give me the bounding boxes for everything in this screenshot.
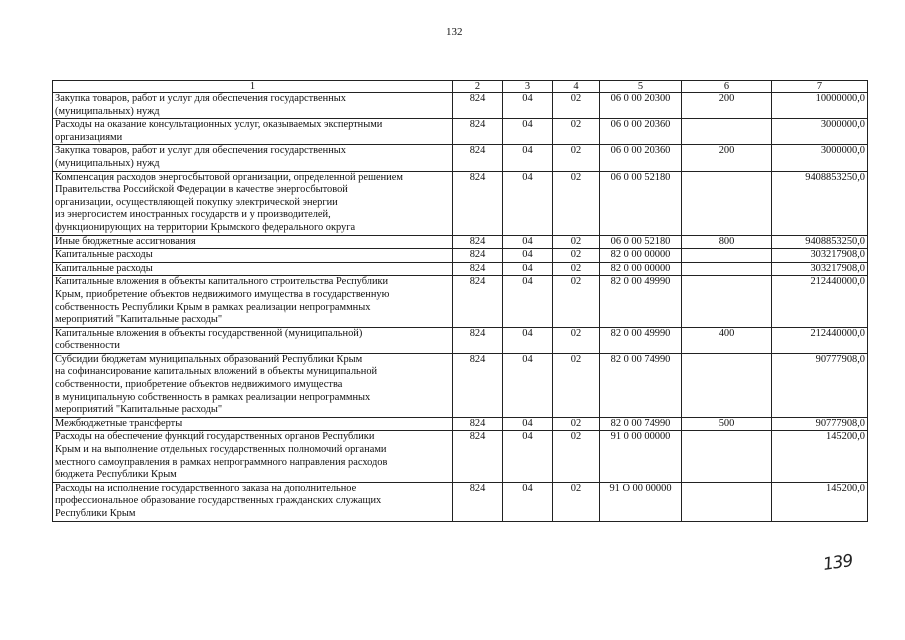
amount-cell: 145200,0 <box>772 482 868 521</box>
ministry-code-cell: 824 <box>453 249 503 263</box>
amount-cell: 212440000,0 <box>772 327 868 353</box>
ministry-code-cell: 824 <box>453 353 503 417</box>
expense-name-cell: Капитальные расходы <box>53 249 453 263</box>
column-header: 4 <box>553 81 600 93</box>
amount-cell: 303217908,0 <box>772 249 868 263</box>
subsection-code-cell: 02 <box>553 249 600 263</box>
section-code-cell: 04 <box>503 482 553 521</box>
amount-cell: 90777908,0 <box>772 417 868 431</box>
table-row <box>53 431 868 482</box>
table-row <box>53 276 868 327</box>
table-row <box>53 353 868 417</box>
target-article-cell: 06 0 00 52180 <box>600 171 682 235</box>
expense-type-cell: 200 <box>682 145 772 171</box>
expense-name-cell: Закупка товаров, работ и услуг для обеспечения государственных (муниципальных) нужд <box>53 93 453 119</box>
subsection-code-cell: 02 <box>553 262 600 276</box>
page-number: 132 <box>446 26 463 38</box>
section-code-cell: 04 <box>503 431 553 482</box>
section-code-cell: 04 <box>503 353 553 417</box>
subsection-code-cell: 02 <box>553 145 600 171</box>
amount-cell: 3000000,0 <box>772 145 868 171</box>
column-header: 7 <box>772 81 868 93</box>
subsection-code-cell: 02 <box>553 431 600 482</box>
subsection-code-cell: 02 <box>553 93 600 119</box>
expense-name-cell: Субсидии бюджетам муниципальных образований Республики Крым на софинансирование капитальных вложений в объекты муниципальной собственности, приобретение объектов недвижимого имущества в муниципальную собственность в рамках реализации непрограммных мероприятий "Капитальные расходы" <box>53 353 453 417</box>
target-article-cell: 91 О 00 00000 <box>600 482 682 521</box>
ministry-code-cell: 824 <box>453 119 503 145</box>
expense-type-cell: 200 <box>682 93 772 119</box>
table-row <box>53 119 868 145</box>
section-code-cell: 04 <box>503 276 553 327</box>
expense-name-cell: Расходы на оказание консультационных услуг, оказываемых экспертными организациями <box>53 119 453 145</box>
subsection-code-cell: 02 <box>553 327 600 353</box>
ministry-code-cell: 824 <box>453 276 503 327</box>
column-header: 5 <box>600 81 682 93</box>
expense-type-cell <box>682 249 772 263</box>
section-code-cell: 04 <box>503 327 553 353</box>
column-header: 6 <box>682 81 772 93</box>
target-article-cell: 82 0 00 49990 <box>600 327 682 353</box>
expense-type-cell: 800 <box>682 235 772 249</box>
expense-type-cell <box>682 119 772 145</box>
section-code-cell: 04 <box>503 235 553 249</box>
ministry-code-cell: 824 <box>453 327 503 353</box>
target-article-cell: 06 0 00 52180 <box>600 235 682 249</box>
table-row <box>53 327 868 353</box>
section-code-cell: 04 <box>503 171 553 235</box>
table-row <box>53 482 868 521</box>
expense-type-cell <box>682 482 772 521</box>
section-code-cell: 04 <box>503 262 553 276</box>
section-code-cell: 04 <box>503 249 553 263</box>
amount-cell: 9408853250,0 <box>772 171 868 235</box>
subsection-code-cell: 02 <box>553 417 600 431</box>
table-row <box>53 235 868 249</box>
target-article-cell: 82 0 00 00000 <box>600 262 682 276</box>
ministry-code-cell: 824 <box>453 482 503 521</box>
amount-cell: 145200,0 <box>772 431 868 482</box>
ministry-code-cell: 824 <box>453 93 503 119</box>
ministry-code-cell: 824 <box>453 171 503 235</box>
expense-type-cell: 500 <box>682 417 772 431</box>
subsection-code-cell: 02 <box>553 171 600 235</box>
expense-name-cell: Расходы на исполнение государственного заказа на дополнительное профессиональное образование государственных гражданских служащих Республики Крым <box>53 482 453 521</box>
table-row <box>53 93 868 119</box>
ministry-code-cell: 824 <box>453 417 503 431</box>
expense-name-cell: Компенсация расходов энергосбытовой организации, определенной решением Правительства Российской Федерации в качестве энергосбытовой организации, осуществляющей покупку электрической энергии из энергосистем иностранных государств и у производителей, функционирующих на территории Крымского федерального округа <box>53 171 453 235</box>
ministry-code-cell: 824 <box>453 145 503 171</box>
table-row <box>53 145 868 171</box>
amount-cell: 3000000,0 <box>772 119 868 145</box>
subsection-code-cell: 02 <box>553 353 600 417</box>
section-code-cell: 04 <box>503 119 553 145</box>
section-code-cell: 04 <box>503 93 553 119</box>
target-article-cell: 91 0 00 00000 <box>600 431 682 482</box>
target-article-cell: 82 0 00 74990 <box>600 417 682 431</box>
expense-name-cell: Капитальные расходы <box>53 262 453 276</box>
expense-name-cell: Закупка товаров, работ и услуг для обеспечения государственных (муниципальных) нужд <box>53 145 453 171</box>
expense-type-cell: 400 <box>682 327 772 353</box>
target-article-cell: 06 0 00 20360 <box>600 119 682 145</box>
target-article-cell: 82 0 00 00000 <box>600 249 682 263</box>
ministry-code-cell: 824 <box>453 235 503 249</box>
table-header-row <box>53 81 868 93</box>
subsection-code-cell: 02 <box>553 276 600 327</box>
amount-cell: 303217908,0 <box>772 262 868 276</box>
expense-name-cell: Расходы на обеспечение функций государственных органов Республики Крым и на выполнение отдельных государственных полномочий органами местного самоуправления в рамках непрограммного направления расходов бюджета Республики Крым <box>53 431 453 482</box>
amount-cell: 90777908,0 <box>772 353 868 417</box>
table-row <box>53 171 868 235</box>
column-header: 2 <box>453 81 503 93</box>
column-header: 1 <box>53 81 453 93</box>
expense-type-cell <box>682 262 772 276</box>
amount-cell: 212440000,0 <box>772 276 868 327</box>
amount-cell: 9408853250,0 <box>772 235 868 249</box>
column-header: 3 <box>503 81 553 93</box>
table-row <box>53 249 868 263</box>
target-article-cell: 06 0 00 20300 <box>600 93 682 119</box>
table-row <box>53 417 868 431</box>
section-code-cell: 04 <box>503 145 553 171</box>
expense-type-cell <box>682 276 772 327</box>
section-code-cell: 04 <box>503 417 553 431</box>
subsection-code-cell: 02 <box>553 119 600 145</box>
ministry-code-cell: 824 <box>453 431 503 482</box>
handwritten-page-mark: 139 <box>821 551 854 575</box>
subsection-code-cell: 02 <box>553 482 600 521</box>
ministry-code-cell: 824 <box>453 262 503 276</box>
amount-cell: 10000000,0 <box>772 93 868 119</box>
expense-type-cell <box>682 353 772 417</box>
target-article-cell: 82 0 00 49990 <box>600 276 682 327</box>
expense-name-cell: Межбюджетные трансферты <box>53 417 453 431</box>
expense-name-cell: Капитальные вложения в объекты государственной (муниципальной) собственности <box>53 327 453 353</box>
expense-type-cell <box>682 431 772 482</box>
expense-name-cell: Капитальные вложения в объекты капитального строительства Республики Крым, приобретение объектов недвижимого имущества в государственную собственность Республики Крым в рамках реализации непрограммных мероприятий "Капитальные расходы" <box>53 276 453 327</box>
expense-name-cell: Иные бюджетные ассигнования <box>53 235 453 249</box>
expense-type-cell <box>682 171 772 235</box>
subsection-code-cell: 02 <box>553 235 600 249</box>
table-row <box>53 262 868 276</box>
target-article-cell: 06 0 00 20360 <box>600 145 682 171</box>
target-article-cell: 82 0 00 74990 <box>600 353 682 417</box>
budget-table <box>52 80 868 522</box>
